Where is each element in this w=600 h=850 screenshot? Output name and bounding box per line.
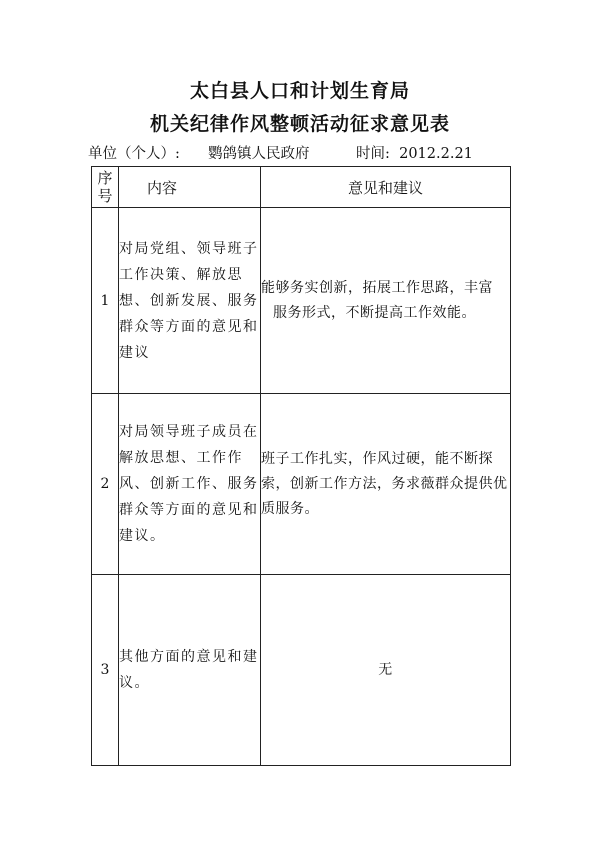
row-number: 2	[92, 394, 119, 575]
row-content: 其他方面的意见和建议。	[119, 575, 261, 766]
date-label: 时间:	[356, 146, 390, 162]
unit-value: 鹦鸽镇人民政府	[208, 146, 310, 162]
row-opinion: 班子工作扎实，作风过硬，能不断探索，创新工作方法，务求薇群众提供优质服务。	[261, 394, 511, 575]
row-number: 1	[92, 208, 119, 394]
date-value: 2012.2.21	[399, 146, 473, 162]
unit-label: 单位（个人）:	[88, 146, 180, 162]
row-opinion: 无	[261, 575, 511, 766]
opinion-table	[91, 166, 511, 766]
header-number: 序号	[92, 167, 119, 208]
table-row	[92, 208, 511, 394]
title-line-1: 太白县人口和计划生育局	[189, 80, 410, 102]
row-opinion-line-2: 服务形式，不断提高工作效能。	[273, 304, 476, 321]
meta-line	[88, 142, 473, 163]
table-row	[92, 575, 511, 766]
row-number: 3	[92, 575, 119, 766]
row-opinion-line-1: 能够务实创新，拓展工作思路，丰富	[261, 279, 493, 296]
header-content: 内容	[119, 167, 261, 208]
row-content: 对局党组、领导班子工作决策、解放思想、创新发展、服务群众等方面的意见和建议	[119, 208, 261, 394]
table-row	[92, 394, 511, 575]
title-line-2: 机关纪律作风整顿活动征求意见表	[149, 113, 450, 135]
row-opinion	[261, 208, 511, 394]
header-opinion: 意见和建议	[261, 167, 511, 208]
table-header-row	[92, 167, 511, 208]
row-content: 对局领导班子成员在解放思想、工作作风、创新工作、服务群众等方面的意见和建议。	[119, 394, 261, 575]
